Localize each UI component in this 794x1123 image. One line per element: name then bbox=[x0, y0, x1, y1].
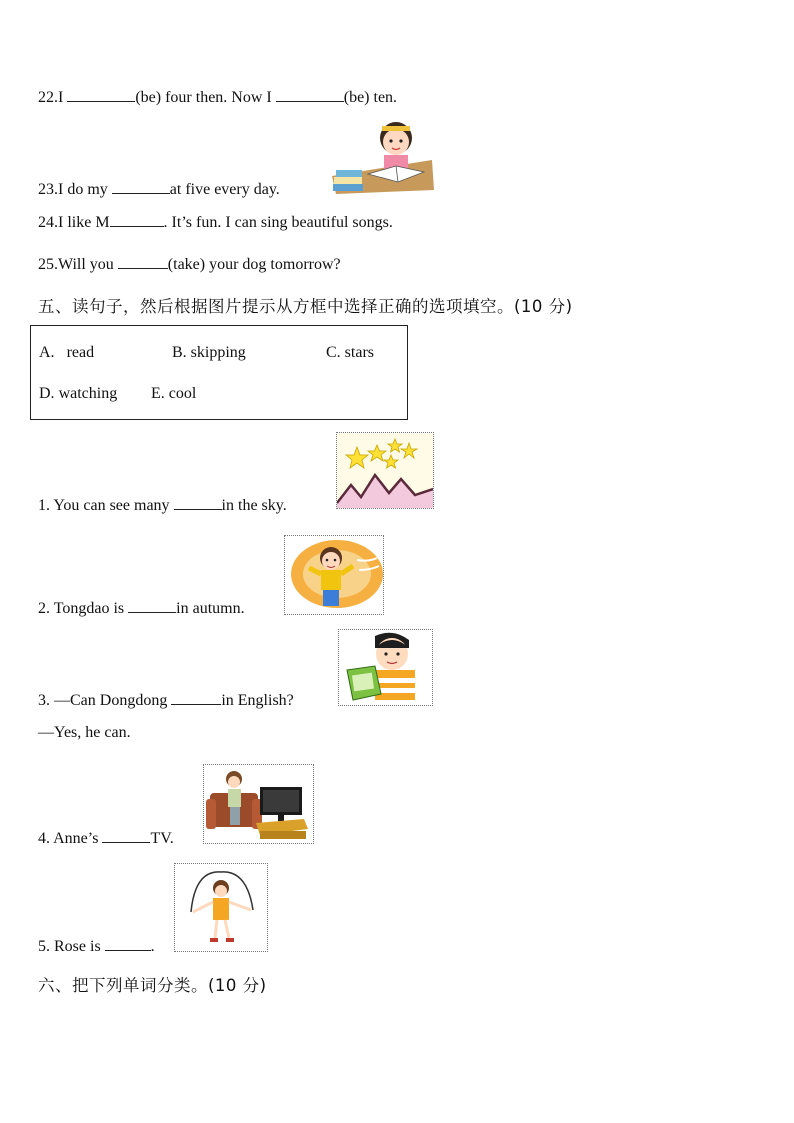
girl-watching-tv-image bbox=[203, 764, 314, 844]
answer-blank[interactable] bbox=[118, 254, 168, 269]
word-options-box bbox=[30, 325, 408, 420]
option-c: C. stars bbox=[326, 344, 374, 361]
question-4: 4. Anne’s TV. bbox=[38, 830, 174, 847]
question-3: 3. —Can Dongdong in English? bbox=[38, 692, 294, 709]
girl-doing-homework-image bbox=[328, 118, 436, 196]
answer-blank[interactable] bbox=[67, 87, 135, 102]
answer-blank[interactable] bbox=[276, 87, 344, 102]
option-b: B. skipping bbox=[172, 344, 246, 361]
question-24: 24.I like M . It’s fun. I can sing beautiful songs. bbox=[38, 214, 393, 231]
answer-blank[interactable] bbox=[174, 495, 222, 510]
boy-reading-book-image bbox=[338, 629, 433, 706]
answer-blank[interactable] bbox=[110, 212, 164, 227]
answer-blank[interactable] bbox=[112, 179, 170, 194]
stars-over-mountains-image bbox=[336, 432, 434, 509]
girl-in-autumn-breeze-image bbox=[284, 535, 384, 615]
answer-blank[interactable] bbox=[128, 598, 176, 613]
option-d: D. watching bbox=[39, 385, 118, 402]
section-6-heading: 六、把下列单词分类。(10 分) bbox=[38, 976, 267, 995]
answer-blank[interactable] bbox=[171, 690, 221, 705]
answer-blank[interactable] bbox=[102, 828, 150, 843]
answer-blank[interactable] bbox=[105, 936, 151, 951]
option-a: A. read bbox=[39, 344, 95, 361]
question-23: 23.I do my at five every day. bbox=[38, 181, 280, 198]
question-3-answer: —Yes, he can. bbox=[38, 724, 131, 741]
girl-skipping-rope-image bbox=[174, 863, 268, 952]
option-e: E. cool bbox=[151, 385, 197, 402]
question-5: 5. Rose is . bbox=[38, 938, 155, 955]
section-5-heading: 五、读句子，然后根据图片提示从方框中选择正确的选项填空。(10 分) bbox=[38, 297, 573, 316]
question-2: 2. Tongdao is in autumn. bbox=[38, 600, 245, 617]
question-22: 22.I (be) four then. Now I (be) ten. bbox=[38, 89, 398, 106]
question-1: 1. You can see many in the sky. bbox=[38, 497, 287, 514]
question-25: 25.Will you (take) your dog tomorrow? bbox=[38, 256, 341, 273]
